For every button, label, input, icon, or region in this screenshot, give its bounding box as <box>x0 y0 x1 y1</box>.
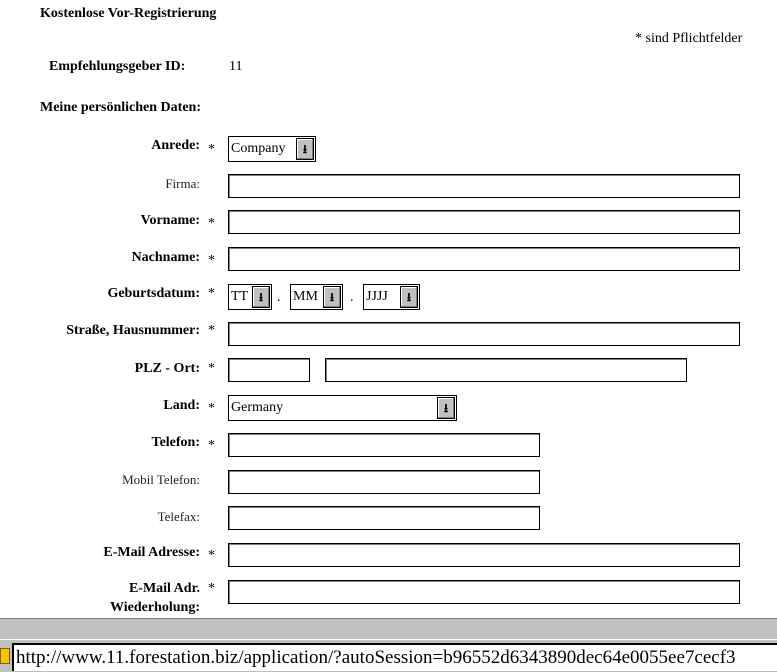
street-label: Straße, Hausnummer: <box>66 323 200 338</box>
arrow-down-icon[interactable]: ⭳ <box>437 397 455 419</box>
first-name-input[interactable] <box>228 210 740 234</box>
email-input[interactable] <box>228 543 740 567</box>
arrow-down-icon[interactable]: ⭳ <box>252 286 270 308</box>
fax-label: Telefax: <box>157 509 200 524</box>
salutation-select[interactable] <box>228 136 316 162</box>
page-icon <box>0 648 10 664</box>
last-name-input[interactable] <box>228 247 740 271</box>
first-name-label: Vorname: <box>140 213 200 228</box>
required-marker: * <box>208 548 215 563</box>
birthdate-label: Geburtsdatum: <box>107 286 200 301</box>
salutation-label: Anrede: <box>151 138 200 153</box>
required-marker: * <box>208 401 215 416</box>
last-name-label: Nachname: <box>131 250 200 265</box>
birth-year-select[interactable] <box>363 284 420 310</box>
email-label: E-Mail Adresse: <box>103 545 200 560</box>
status-bar <box>0 618 777 639</box>
arrow-down-icon[interactable]: ⭳ <box>296 138 314 160</box>
mobile-input[interactable] <box>228 470 540 494</box>
birth-month-value: MM <box>293 289 318 304</box>
phone-input[interactable] <box>228 433 540 457</box>
required-marker: * <box>208 361 215 376</box>
required-note: * sind Pflichtfelder <box>635 31 743 46</box>
company-label: Firma: <box>165 176 200 191</box>
required-marker: * <box>208 581 215 596</box>
company-input[interactable] <box>228 174 740 198</box>
zip-input[interactable] <box>228 358 310 382</box>
email-repeat-label-line1: E-Mail Adr. <box>128 581 200 596</box>
arrow-down-icon[interactable]: ⭳ <box>400 286 418 308</box>
fax-input[interactable] <box>228 506 540 530</box>
required-marker: * <box>208 216 215 231</box>
birth-day-select[interactable] <box>228 284 272 310</box>
required-marker: * <box>208 323 215 338</box>
required-marker: * <box>208 438 215 453</box>
zip-city-label: PLZ - Ort: <box>134 361 200 376</box>
mobile-label: Mobil Telefon: <box>122 472 200 487</box>
required-marker: * <box>208 286 215 301</box>
salutation-value: Company <box>231 141 286 156</box>
email-repeat-label-line2: Wiederholung: <box>110 600 200 615</box>
street-input[interactable] <box>228 322 740 346</box>
phone-label: Telefon: <box>151 435 200 450</box>
country-label: Land: <box>163 398 200 413</box>
address-field[interactable]: http://www.11.forestation.biz/application/?autoSession=b96552d6343890dec64e0055ee7cecf3 <box>12 643 777 671</box>
arrow-down-icon[interactable]: ⭳ <box>323 286 341 308</box>
date-separator: . <box>277 290 281 305</box>
referrer-value: 11 <box>229 59 243 74</box>
date-separator: . <box>350 290 354 305</box>
country-select[interactable] <box>228 395 457 421</box>
email-repeat-input[interactable] <box>228 580 740 604</box>
city-input[interactable] <box>325 358 687 382</box>
section-title: Meine persönlichen Daten: <box>40 100 201 115</box>
required-marker: * <box>208 253 215 268</box>
birth-year-value: JJJJ <box>366 289 388 304</box>
birth-day-value: TT <box>231 289 249 304</box>
referrer-label: Empfehlungsgeber ID: <box>49 59 186 74</box>
birth-month-select[interactable] <box>290 284 343 310</box>
required-marker: * <box>208 142 215 157</box>
form-title: Kostenlose Vor-Registrierung <box>40 6 217 21</box>
country-value: Germany <box>231 400 284 415</box>
